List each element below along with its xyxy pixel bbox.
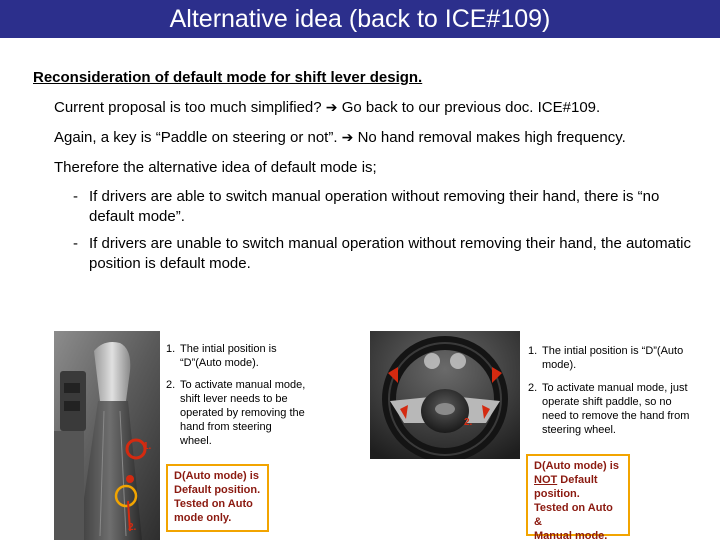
photo-label-2: 2. xyxy=(128,522,137,533)
note-line: Tested on Auto & xyxy=(534,502,613,528)
steering-wheel-photo xyxy=(370,331,520,459)
photo-label-2: 2. xyxy=(464,417,473,428)
note-line: Manual mode. xyxy=(534,530,608,542)
note-line: D(Auto mode) is xyxy=(534,460,619,472)
right-note-box xyxy=(526,454,630,542)
shift-lever-image xyxy=(54,331,160,540)
line-1-continuation: Go back to our previous doc. ICE#109. xyxy=(341,99,601,116)
arrow-right-icon: ➔ xyxy=(325,99,338,115)
line-1-text: Current proposal is too much simplified? xyxy=(54,99,322,116)
note-line xyxy=(534,473,622,487)
slide-title: Alternative idea (back to ICE#109) xyxy=(0,0,720,38)
note-line: Default position. xyxy=(174,484,261,496)
step-number: 1. xyxy=(528,345,538,357)
note-line: position. xyxy=(534,488,580,500)
arrow-right-icon: ➔ xyxy=(341,129,354,145)
bullet-item-2 xyxy=(73,234,693,274)
text-line-3 xyxy=(54,159,377,176)
note-text: Default xyxy=(560,474,598,486)
step-number: 1. xyxy=(166,343,176,355)
step-text: The intial position is “D”(Auto mode). xyxy=(542,345,684,371)
bullet-item-1 xyxy=(73,187,693,227)
section-heading: Reconsideration of default mode for shift lever design. xyxy=(33,69,423,86)
step-text: To activate manual mode, shift lever needs to be operated by removing the hand from steering wheel. xyxy=(180,379,306,447)
shift-lever-photo xyxy=(54,331,160,540)
bullet-dash: - xyxy=(73,235,78,252)
line-2-text: Again, a key is “Paddle on steering or not”. xyxy=(54,129,338,146)
steering-wheel-image xyxy=(370,331,520,459)
bullet-dash: - xyxy=(73,188,78,205)
left-note-box xyxy=(166,464,269,532)
left-step-1 xyxy=(166,342,306,370)
bullet-text: If drivers are unable to switch manual operation without removing their hand, the automatic position is default mode. xyxy=(89,235,691,272)
note-emphasis: NOT xyxy=(534,474,558,486)
note-line: mode only. xyxy=(174,512,232,524)
step-text: To activate manual mode, just operate shift paddle, so no need to remove the hand from steering wheel. xyxy=(542,382,690,436)
photo-label-1: 1. xyxy=(143,441,152,452)
line-3-text: Therefore the alternative idea of default mode is; xyxy=(54,159,377,176)
text-line-2 xyxy=(54,129,626,146)
right-step-1 xyxy=(528,344,688,372)
step-number: 2. xyxy=(166,379,176,391)
line-2-continuation: No hand removal makes high frequency. xyxy=(357,129,626,146)
text-line-1 xyxy=(54,99,600,116)
step-text: The intial position is “D”(Auto mode). xyxy=(180,343,277,369)
left-step-2 xyxy=(166,378,306,448)
note-line: Tested on Auto xyxy=(174,498,253,510)
note-line: D(Auto mode) is xyxy=(174,470,259,482)
bullet-text: If drivers are able to switch manual operation without removing their hand, there is “no default mode”. xyxy=(89,188,660,225)
right-step-2 xyxy=(528,381,693,437)
step-number: 2. xyxy=(528,382,538,394)
